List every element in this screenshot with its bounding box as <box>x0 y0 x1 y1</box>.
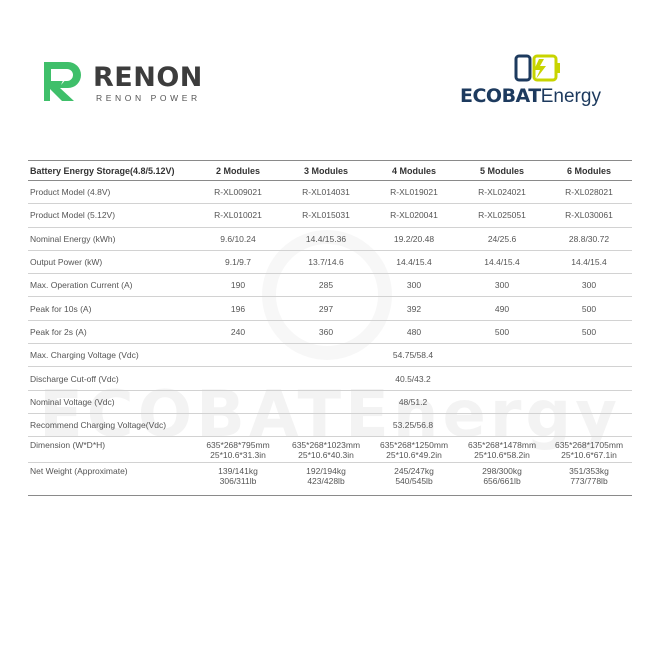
table-row <box>28 390 632 413</box>
table-row <box>28 437 632 463</box>
table-cell <box>282 463 370 496</box>
table-row <box>28 274 632 297</box>
header-cell: 2 Modules <box>194 161 282 181</box>
table-row <box>28 204 632 227</box>
table-row <box>28 344 632 367</box>
table-cell: R-XL014031 <box>282 181 370 204</box>
table-cell: 392 <box>370 297 458 320</box>
weight-kg: 351/353kg <box>569 466 609 477</box>
table-cell: R-XL025051 <box>458 204 546 227</box>
row-label: Max. Charging Voltage (Vdc) <box>28 344 194 367</box>
table-cell <box>282 437 370 463</box>
table-cell: 300 <box>546 274 632 297</box>
table-cell: 297 <box>282 297 370 320</box>
merged-cell: 40.5/43.2 <box>194 367 632 390</box>
dimension-in: 25*10.6*49.2in <box>386 450 442 461</box>
ecobat-brand-light: Energy <box>540 86 601 107</box>
row-label: Peak for 2s (A) <box>28 320 194 343</box>
table-cell <box>370 437 458 463</box>
weight-lb: 423/428lb <box>307 476 345 487</box>
row-label: Peak for 10s (A) <box>28 297 194 320</box>
weight-kg: 192/194kg <box>306 466 346 477</box>
table-row <box>28 413 632 436</box>
table-cell: 300 <box>458 274 546 297</box>
row-label: Product Model (5.12V) <box>28 204 194 227</box>
table-cell: 28.8/30.72 <box>546 227 632 250</box>
spec-table <box>28 160 632 496</box>
ecobat-brand-bold: ECOBAT <box>460 85 541 107</box>
row-label: Nominal Energy (kWh) <box>28 227 194 250</box>
weight-lb: 306/311lb <box>219 476 257 487</box>
dimension-mm: 635*268*1023mm <box>291 440 361 451</box>
dimension-mm: 635*268*1478mm <box>467 440 537 451</box>
row-label: Max. Operation Current (A) <box>28 274 194 297</box>
row-label: Output Power (kW) <box>28 250 194 273</box>
table-cell: R-XL019021 <box>370 181 458 204</box>
table-row <box>28 250 632 273</box>
table-cell: 24/25.6 <box>458 227 546 250</box>
dimension-in: 25*10.6*67.1in <box>561 450 617 461</box>
table-cell: 19.2/20.48 <box>370 227 458 250</box>
ecobat-brand-name <box>460 85 601 108</box>
header-cell: 3 Modules <box>282 161 370 181</box>
table-cell: 490 <box>458 297 546 320</box>
header-cell: 5 Modules <box>458 161 546 181</box>
merged-cell: 53.25/56.8 <box>194 413 632 436</box>
table-cell <box>194 437 282 463</box>
dimension-mm: 635*268*1705mm <box>554 440 624 451</box>
table-cell: 500 <box>458 320 546 343</box>
header-cell: Battery Energy Storage(4.8/5.12V) <box>28 161 194 181</box>
row-label: Discharge Cut-off (Vdc) <box>28 367 194 390</box>
renon-brand-name: RENON <box>93 62 203 93</box>
renon-logo <box>40 58 210 108</box>
table-cell: 14.4/15.4 <box>458 250 546 273</box>
weight-lb: 540/545lb <box>395 476 433 487</box>
table-cell: 13.7/14.6 <box>282 250 370 273</box>
battery-bolt-icon <box>514 52 566 84</box>
table-cell: 9.6/10.24 <box>194 227 282 250</box>
table-row <box>28 181 632 204</box>
weight-kg: 298/300kg <box>482 466 522 477</box>
dimension-mm: 635*268*795mm <box>206 440 270 451</box>
table-cell <box>370 463 458 496</box>
renon-brand-subtitle: RENON POWER <box>96 93 201 103</box>
row-label: Recommend Charging Voltage(Vdc) <box>28 413 194 436</box>
table-cell: 500 <box>546 320 632 343</box>
table-cell: R-XL020041 <box>370 204 458 227</box>
table-row <box>28 463 632 496</box>
table-row <box>28 320 632 343</box>
table-cell: 14.4/15.4 <box>546 250 632 273</box>
table-cell: 360 <box>282 320 370 343</box>
table-cell: 500 <box>546 297 632 320</box>
weight-lb: 656/661lb <box>483 476 521 487</box>
merged-cell: 54.75/58.4 <box>194 344 632 367</box>
table-cell: R-XL024021 <box>458 181 546 204</box>
ecobat-logo <box>458 52 628 116</box>
table-row <box>28 227 632 250</box>
row-label: Dimension (W*D*H) <box>28 437 194 463</box>
dimension-in: 25*10.6*58.2in <box>474 450 530 461</box>
table-cell: 285 <box>282 274 370 297</box>
table-cell: 480 <box>370 320 458 343</box>
table-cell: 240 <box>194 320 282 343</box>
table-cell: 300 <box>370 274 458 297</box>
table-cell: R-XL015031 <box>282 204 370 227</box>
table-cell <box>458 463 546 496</box>
table-cell <box>458 437 546 463</box>
table-cell <box>194 463 282 496</box>
row-label: Net Weight (Approximate) <box>28 463 194 496</box>
merged-cell: 48/51.2 <box>194 390 632 413</box>
header-cell: 4 Modules <box>370 161 458 181</box>
table-row <box>28 297 632 320</box>
renon-r-mark-icon <box>40 58 86 104</box>
table-cell: R-XL010021 <box>194 204 282 227</box>
table-cell: 14.4/15.36 <box>282 227 370 250</box>
table-cell: 9.1/9.7 <box>194 250 282 273</box>
dimension-in: 25*10.6*31.3in <box>210 450 266 461</box>
table-cell: 196 <box>194 297 282 320</box>
weight-kg: 139/141kg <box>218 466 258 477</box>
table-cell: R-XL028021 <box>546 181 632 204</box>
row-label: Product Model (4.8V) <box>28 181 194 204</box>
table-cell <box>546 463 632 496</box>
row-label: Nominal Voltage (Vdc) <box>28 390 194 413</box>
table-cell: R-XL030061 <box>546 204 632 227</box>
dimension-mm: 635*268*1250mm <box>379 440 449 451</box>
table-cell: 190 <box>194 274 282 297</box>
header-cell: 6 Modules <box>546 161 632 181</box>
table-row <box>28 367 632 390</box>
weight-kg: 245/247kg <box>394 466 434 477</box>
table-cell <box>546 437 632 463</box>
table-cell: 14.4/15.4 <box>370 250 458 273</box>
weight-lb: 773/778lb <box>570 476 608 487</box>
dimension-in: 25*10.6*40.3in <box>298 450 354 461</box>
table-cell: R-XL009021 <box>194 181 282 204</box>
table-header-row <box>28 161 632 181</box>
